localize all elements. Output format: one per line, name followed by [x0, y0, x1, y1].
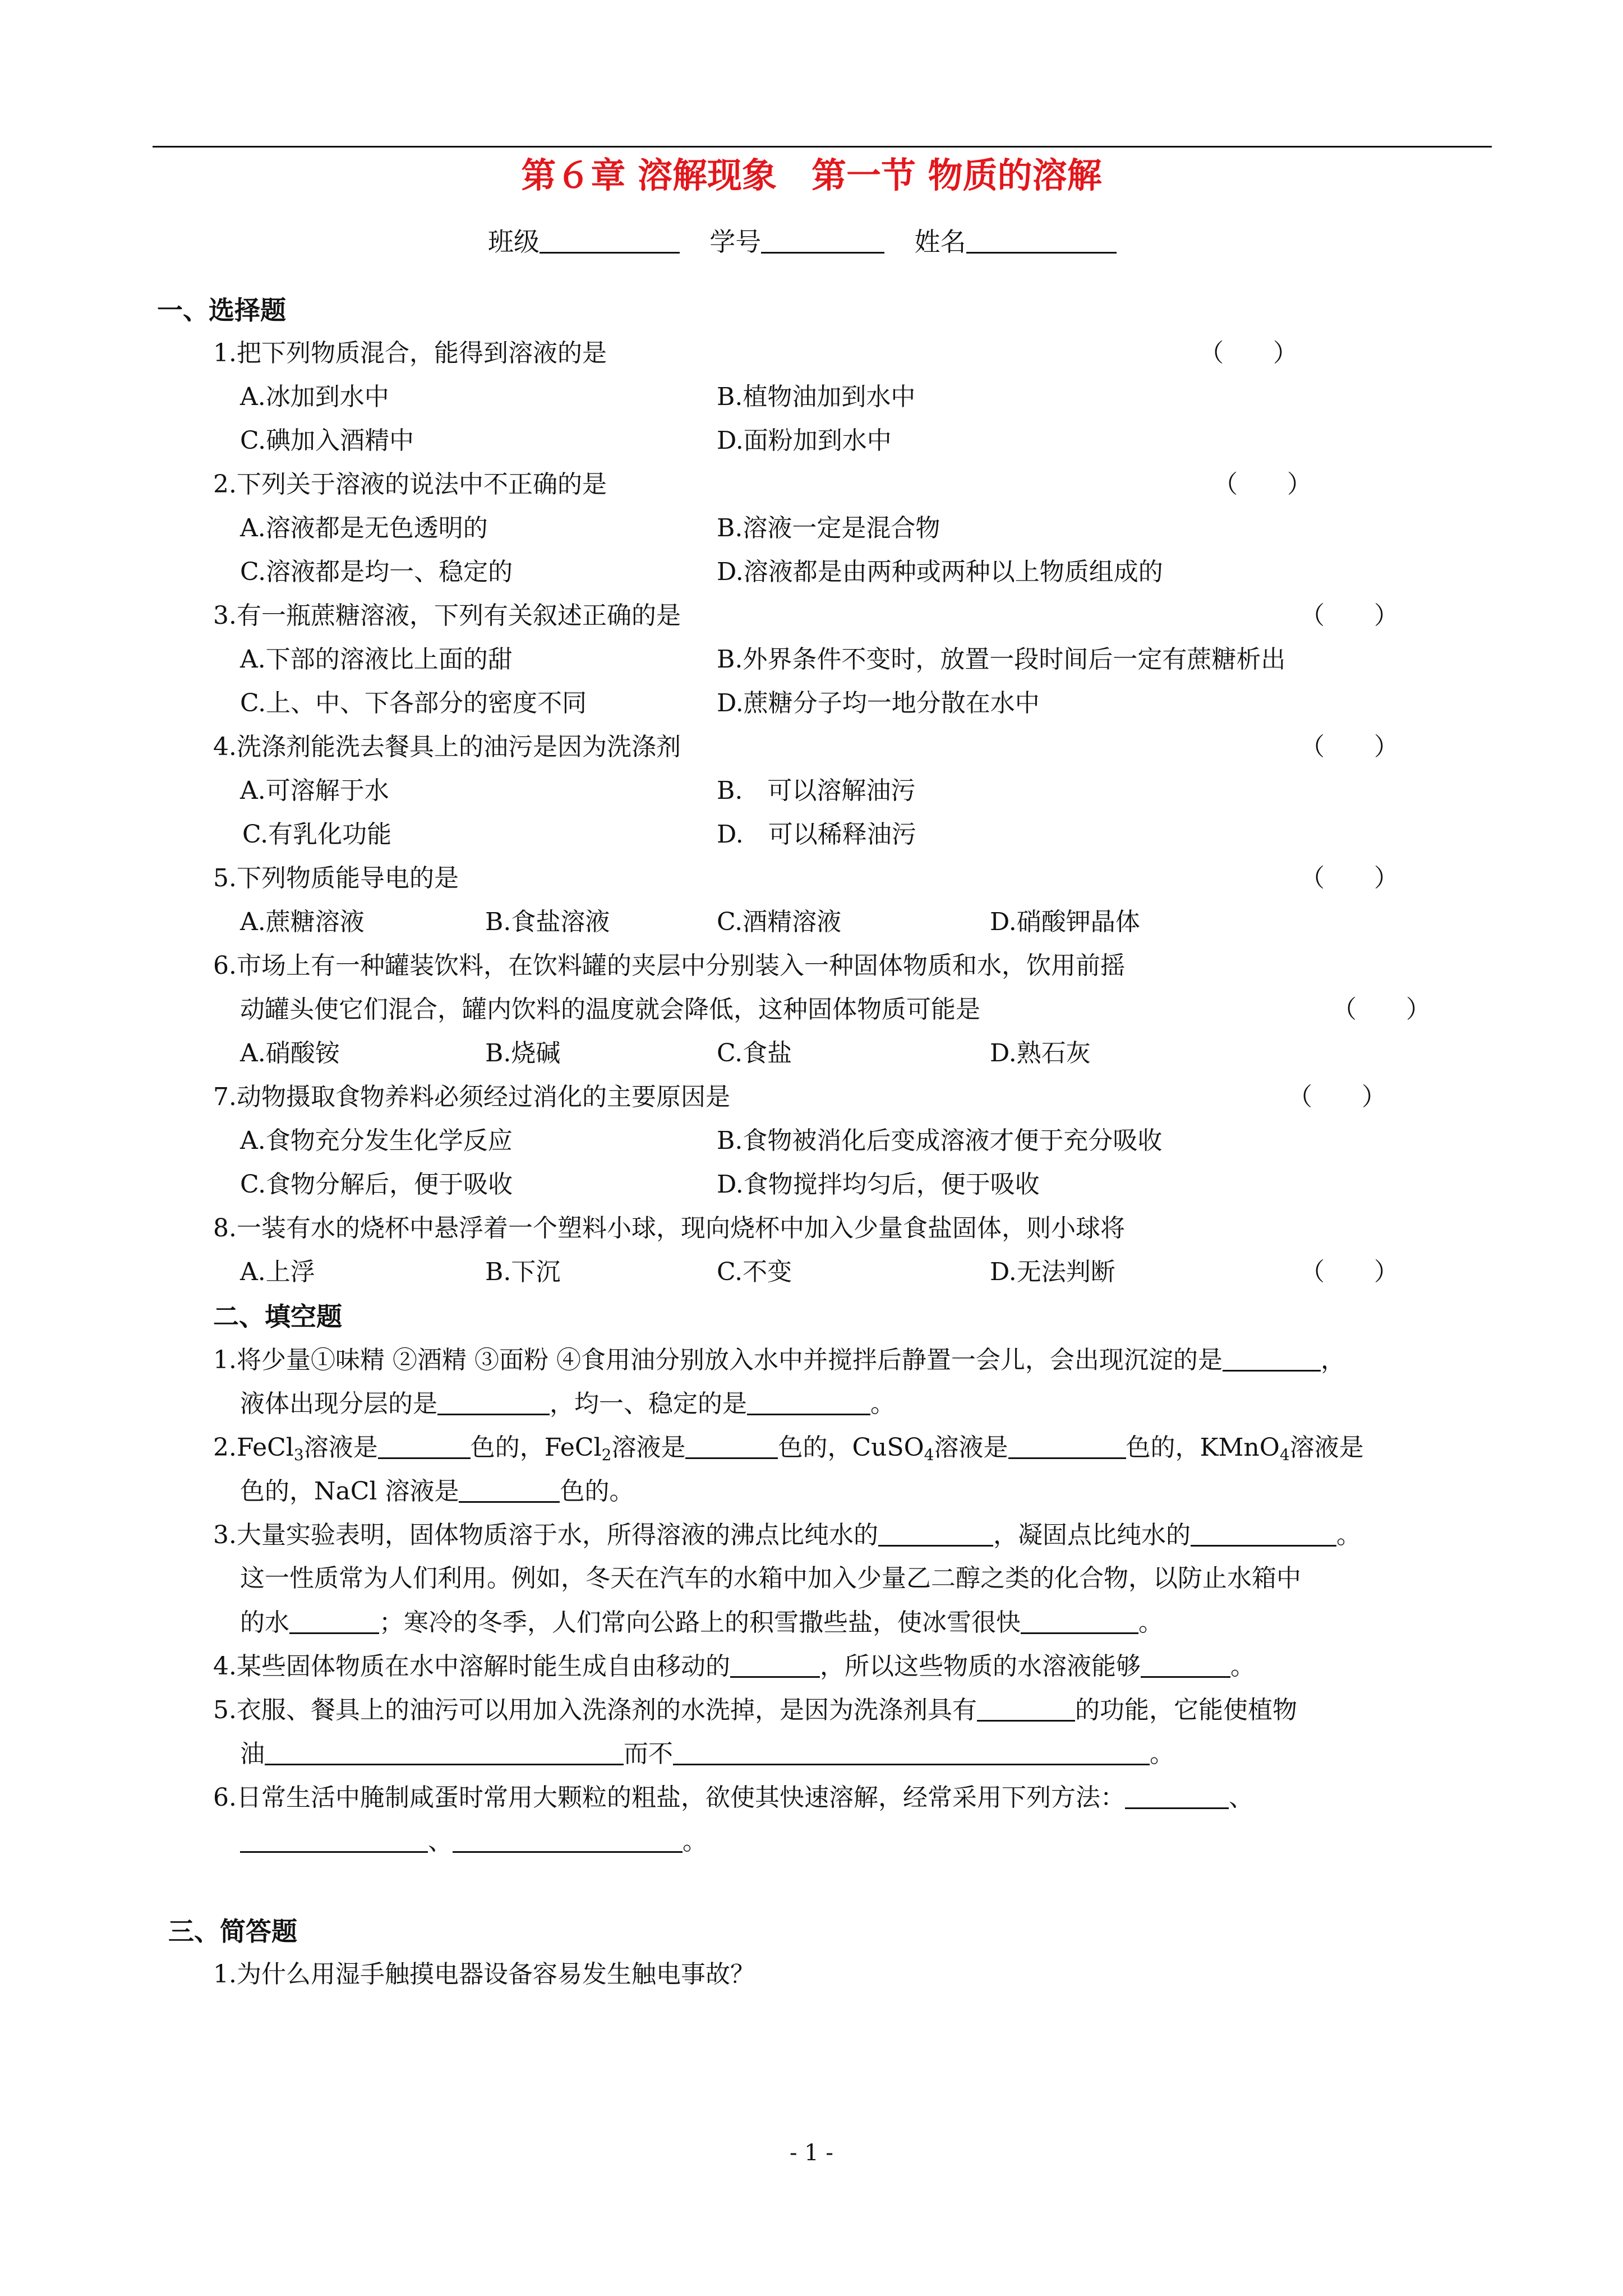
q2-stem: 2.下列关于溶液的说法中不正确的是 — [213, 470, 607, 499]
fill5-text-c: 油 — [240, 1740, 265, 1768]
q1-stem: 1.把下列物质混合，能得到溶液的是 — [213, 339, 607, 367]
q7-option-b[interactable]: B.食物被消化后变成溶液才便于充分吸收 — [717, 1126, 1163, 1155]
fill6-blank-method2[interactable] — [240, 1829, 428, 1853]
class-blank[interactable] — [540, 229, 680, 254]
fill2-sub-4a: 4 — [924, 1446, 934, 1464]
fill5-text-d: 而不 — [624, 1740, 673, 1768]
q5-option-c[interactable]: C.酒精溶液 — [717, 908, 842, 936]
section-heading-choice: 一、选择题 — [157, 295, 286, 325]
q4-option-a[interactable]: A.可溶解于水 — [240, 776, 389, 805]
fill2-nacl: 色的，NaCl 溶液是 — [240, 1477, 459, 1506]
q6-stem-line2: 动罐头使它们混合，罐内饮料的温度就会降低，这种固体物质可能是 — [240, 995, 980, 1024]
fill3-line2: 这一性质常为人们利用。例如，冬天在汽车的水箱中加入少量乙二醇之类的化合物，以防止水箱中 — [240, 1564, 1301, 1593]
page-number: - 1 - — [790, 2140, 833, 2166]
q2-option-b[interactable]: B.溶液一定是混合物 — [717, 514, 940, 542]
q1-answer-paren[interactable]: （ ） — [1199, 339, 1298, 367]
fill2-kmno4: 色的，KMnO — [1126, 1433, 1280, 1462]
q6-option-c[interactable]: C.食盐 — [717, 1039, 792, 1068]
section-heading-fill: 二、填空题 — [213, 1301, 342, 1332]
top-rule — [153, 146, 1492, 148]
fill3-line3 — [240, 1610, 1163, 1635]
fill2-sub-3: 3 — [293, 1446, 304, 1464]
fill1-comma: ， — [1320, 1346, 1345, 1374]
q1-option-c[interactable]: C.碘加入酒精中 — [240, 426, 414, 455]
q1-option-a[interactable]: A.冰加到水中 — [240, 383, 389, 411]
q6-answer-paren[interactable]: （ ） — [1332, 995, 1431, 1024]
fill2-blank-nacl[interactable] — [459, 1479, 560, 1503]
q7-answer-paren[interactable]: （ ） — [1288, 1083, 1386, 1111]
fill5-line2 — [240, 1741, 1174, 1766]
name-label: 姓名 — [914, 227, 966, 257]
q4-option-c[interactable]: C.有乳化功能 — [242, 820, 392, 849]
fill5-text-a: 5.衣服、餐具上的油污可以用加入洗涤剂的水洗掉，是因为洗涤剂具有 — [213, 1696, 977, 1724]
fill3-blank-snow[interactable] — [1021, 1610, 1138, 1634]
q7-option-d[interactable]: D.食物搅拌均匀后，便于吸收 — [717, 1170, 1040, 1199]
q1-option-d[interactable]: D.面粉加到水中 — [717, 426, 892, 455]
fill2-end: 色的。 — [560, 1477, 634, 1506]
q7-option-c[interactable]: C.食物分解后，便于吸收 — [240, 1170, 513, 1199]
fill1-line1 — [213, 1347, 1345, 1373]
q5-option-a[interactable]: A.蔗糖溶液 — [240, 908, 365, 936]
fill5-end: 。 — [1150, 1740, 1174, 1768]
q3-option-c[interactable]: C.上、中、下各部分的密度不同 — [240, 689, 587, 717]
short-answer-q1: 1.为什么用湿手触摸电器设备容易发生触电事故？ — [213, 1960, 755, 1989]
fill2-text-c: 溶液是 — [934, 1433, 1008, 1462]
fill2-fecl2: 色的，FeCl — [470, 1433, 602, 1462]
fill2-text-d: 溶液是 — [1289, 1433, 1364, 1462]
q3-option-d[interactable]: D.蔗糖分子均一地分散在水中 — [717, 689, 1040, 717]
fill3-blank-freezing[interactable] — [1191, 1522, 1336, 1547]
q8-option-c[interactable]: C.不变 — [717, 1258, 792, 1286]
q3-option-b[interactable]: B.外界条件不变时，放置一段时间后一定有蔗糖析出 — [717, 645, 1286, 674]
q5-stem: 5.下列物质能导电的是 — [213, 864, 459, 892]
fill6-blank-method3[interactable] — [453, 1829, 683, 1853]
fill3-text-e: ；寒冷的冬季，人们常向公路上的积雪撒些盐，使冰雪很快 — [379, 1608, 1021, 1637]
q8-option-d[interactable]: D.无法判断 — [990, 1258, 1115, 1286]
fill5-text-b: 的功能，它能使植物 — [1075, 1696, 1297, 1724]
fill3-line1 — [213, 1522, 1361, 1548]
fill2-fecl3: 2.FeCl — [213, 1433, 294, 1462]
q8-answer-paren[interactable]: （ ） — [1300, 1258, 1399, 1286]
q4-stem: 4.洗涤剂能洗去餐具上的油污是因为洗涤剂 — [213, 733, 681, 761]
q2-option-a[interactable]: A.溶液都是无色透明的 — [240, 514, 488, 542]
q3-stem: 3.有一瓶蔗糖溶液，下列有关叙述正确的是 — [213, 601, 681, 630]
class-label: 班级 — [488, 227, 540, 257]
q4-option-d[interactable]: D. 可以稀释油污 — [717, 820, 916, 849]
fill4-text-a: 4.某些固体物质在水中溶解时能生成自由移动的 — [213, 1652, 730, 1681]
q5-option-d[interactable]: D.硝酸钾晶体 — [990, 908, 1140, 936]
fill2-sub-2: 2 — [601, 1446, 612, 1464]
q4-answer-paren[interactable]: （ ） — [1300, 733, 1399, 761]
q5-option-b[interactable]: B.食盐溶液 — [485, 908, 610, 936]
q6-option-d[interactable]: D.熟石灰 — [990, 1039, 1091, 1068]
fill6-line2 — [240, 1829, 707, 1854]
q2-option-d[interactable]: D.溶液都是由两种或两种以上物质组成的 — [717, 558, 1163, 586]
fill4-blank-conduct[interactable] — [1141, 1654, 1230, 1678]
q2-answer-paren[interactable]: （ ） — [1213, 470, 1312, 499]
fill6-sep1: 、 — [1228, 1783, 1253, 1812]
fill2-sub-4b: 4 — [1279, 1446, 1290, 1464]
fill2-cuso4: 色的，CuSO — [778, 1433, 924, 1462]
id-blank[interactable] — [761, 229, 884, 254]
fill3-text-c: 。 — [1336, 1521, 1361, 1549]
fill6-text-a: 6.日常生活中腌制咸蛋时常用大颗粒的粗盐，欲使其快速溶解，经常采用下列方法： — [213, 1783, 1125, 1812]
fill4-blank-ions[interactable] — [730, 1654, 820, 1678]
q7-stem: 7.动物摄取食物养料必须经过消化的主要原因是 — [213, 1083, 730, 1111]
fill6-blank-method1[interactable] — [1125, 1785, 1229, 1809]
q2-option-c[interactable]: C.溶液都是均一、稳定的 — [240, 558, 513, 586]
q8-option-a[interactable]: A.上浮 — [240, 1258, 315, 1286]
fill6-line1 — [213, 1785, 1253, 1810]
q3-answer-paren[interactable]: （ ） — [1300, 601, 1399, 630]
fill2-blank-fecl3[interactable] — [378, 1435, 471, 1459]
fill4-end: 。 — [1230, 1652, 1255, 1681]
q3-option-a[interactable]: A.下部的溶液比上面的甜 — [240, 645, 513, 674]
fill2-text-a: 溶液是 — [303, 1433, 378, 1462]
fill6-end: 。 — [683, 1827, 707, 1856]
fill1-layered-text: 液体出现分层的是 — [240, 1389, 437, 1418]
fill1-text: 1.将少量①味精 ②酒精 ③面粉 ④食用油分别放入水中并搅拌后静置一会儿，会出现沉淀的是 — [213, 1346, 1223, 1374]
fill5-blank-not[interactable] — [673, 1741, 1150, 1765]
fill4-line — [213, 1654, 1255, 1679]
fill1-stable-text: ，均一、稳定的是 — [550, 1389, 747, 1418]
fill2-text-b: 溶液是 — [611, 1433, 686, 1462]
student-info-line — [488, 229, 1117, 255]
fill3-text-d: 的水 — [240, 1608, 289, 1637]
q6-option-b[interactable]: B.烧碱 — [485, 1039, 561, 1068]
fill3-text-a: 3.大量实验表明，固体物质溶于水，所得溶液的沸点比纯水的 — [213, 1521, 878, 1549]
fill2-blank-fecl2[interactable] — [685, 1435, 778, 1459]
q6-option-a[interactable]: A.硝酸铵 — [240, 1039, 340, 1068]
fill1-line2 — [240, 1391, 895, 1416]
fill2-line2 — [240, 1479, 634, 1504]
page-title: 第６章 溶解现象 第一节 物质的溶解 — [521, 155, 1102, 196]
fill1-blank-stable[interactable] — [747, 1391, 870, 1415]
fill1-end: 。 — [870, 1389, 895, 1418]
fill1-blank-layered[interactable] — [437, 1391, 550, 1415]
name-blank[interactable] — [966, 229, 1117, 254]
fill1-blank-sediment[interactable] — [1223, 1347, 1321, 1372]
fill3-end: 。 — [1138, 1608, 1163, 1637]
q8-stem: 8.一装有水的烧杯中悬浮着一个塑料小球，现向烧杯中加入少量食盐固体，则小球将 — [213, 1214, 1125, 1243]
q5-answer-paren[interactable]: （ ） — [1300, 864, 1399, 892]
fill3-text-b: ，凝固点比纯水的 — [993, 1521, 1191, 1549]
fill5-blank-effect[interactable] — [265, 1741, 624, 1765]
id-label: 学号 — [709, 227, 762, 257]
fill2-line1 — [213, 1433, 1364, 1464]
q6-stem-line1: 6.市场上有一种罐装饮料，在饮料罐的夹层中分别装入一种固体物质和水，饮用前摇 — [213, 951, 1125, 980]
q4-option-b[interactable]: B. 可以溶解油污 — [717, 776, 916, 805]
fill5-blank-function[interactable] — [977, 1697, 1075, 1722]
q1-option-b[interactable]: B.植物油加到水中 — [717, 383, 916, 411]
q7-option-a[interactable]: A.食物充分发生化学反应 — [240, 1126, 513, 1155]
fill3-blank-boiling[interactable] — [878, 1522, 993, 1547]
fill4-text-b: ，所以这些物质的水溶液能够 — [819, 1652, 1141, 1681]
fill2-blank-cuso4[interactable] — [1008, 1435, 1126, 1459]
section-heading-short-answer: 三、简答题 — [168, 1916, 297, 1947]
fill5-line1 — [213, 1697, 1297, 1723]
fill3-blank-tank[interactable] — [289, 1610, 379, 1634]
fill6-sep2: 、 — [428, 1827, 453, 1856]
q8-option-b[interactable]: B.下沉 — [485, 1258, 561, 1286]
